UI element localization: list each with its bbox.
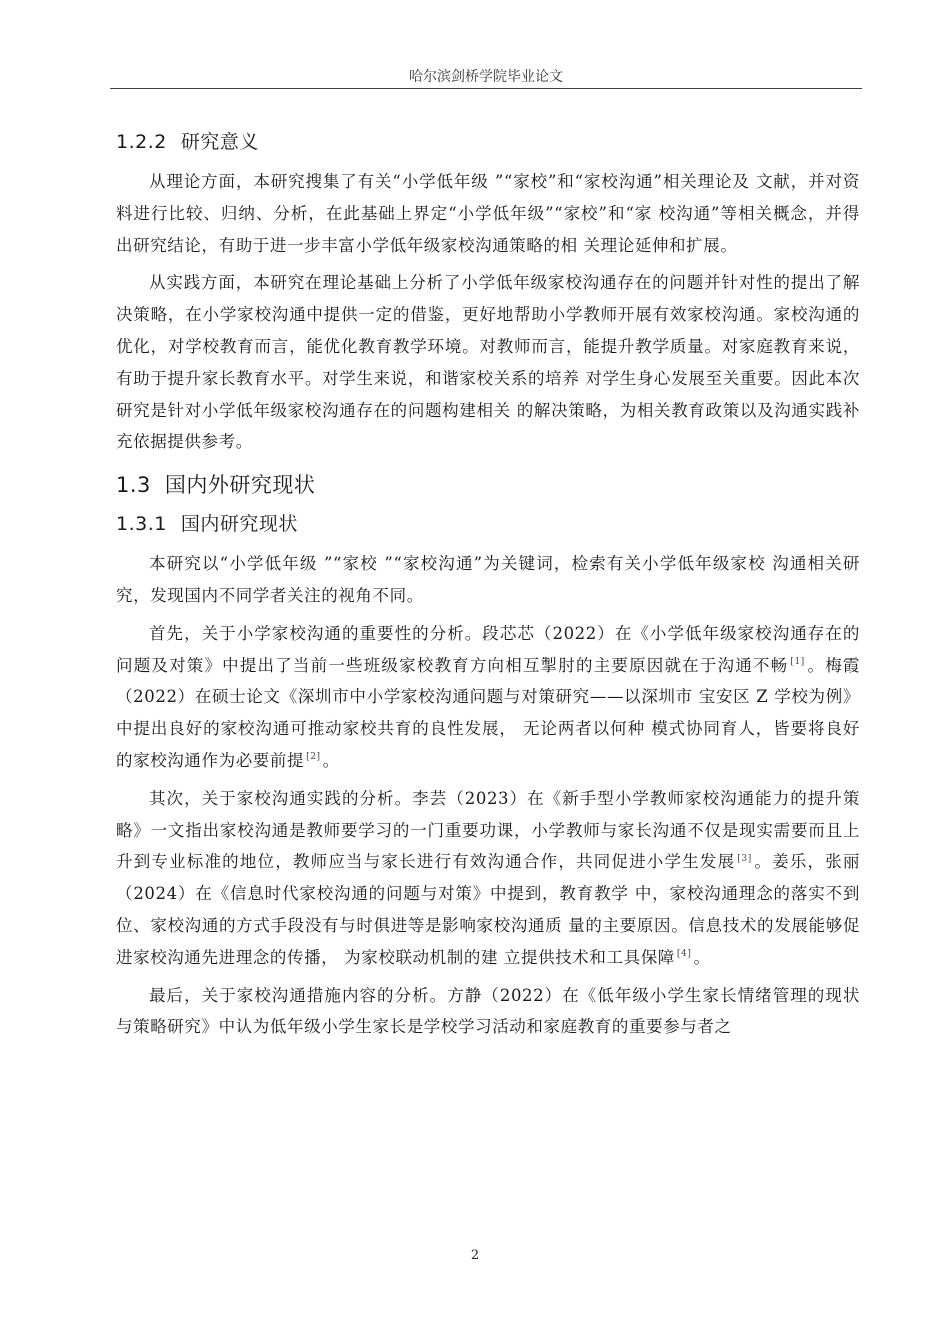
heading-number: 1.3: [116, 473, 151, 498]
heading-number: 1.3.1: [116, 513, 167, 536]
heading-title: 国内外研究现状: [164, 473, 316, 498]
heading-1-3: [116, 470, 860, 500]
page-number: 2: [470, 1248, 480, 1263]
paragraph-text: 。梅霞（2022）在硕士论文《深圳市中小学家校沟通问题与对策研究——以深圳市 宝安区 Z 学校为例》中提出良好的家校沟通可推动家校共育的良性发展， 无论两者以何种 模式协同育人，皆要将良好的家校沟通作为必要前提: [116, 655, 860, 770]
heading-title: 研究意义: [180, 131, 259, 153]
paragraph-keywords: 本研究以“小学低年级 ”“家校 ”“家校沟通”为关键词，检索有关小学低年级家校 沟通相关研究，发现国内不同学者关注的视角不同。: [116, 554, 860, 605]
paragraph-text: 首先，关于小学家校沟通的重要性的分析。段芯芯（2022）在《小学低年级家校沟通存在的问题及对策》中提出了当前一些班级家校教育方向相互掣肘的主要原因就在于沟通不畅: [116, 623, 860, 675]
citation-4: [4]: [676, 949, 692, 960]
paragraph-text: 。姜乐，张丽（2024）在《信息时代家校沟通的问题与对策》中提到，教育教学 中，家校沟通理念的落实不到位、家校沟通的方式手段没有与时俱进等是影响家校沟通质 量的主要原因。信息技术的发展能够促进家校沟通先进理念的传播， 为家校联动机制的建 立提供技术和工具保障: [116, 852, 861, 967]
heading-1-2-2: [116, 128, 860, 156]
heading-title: 国内研究现状: [180, 513, 298, 536]
paragraph-text: 。: [693, 947, 711, 967]
paragraph-importance: [116, 618, 860, 777]
heading-1-3-1: [116, 510, 860, 538]
paragraph-text: 。: [322, 750, 340, 770]
paragraph-measures: 最后，关于家校沟通措施内容的分析。方静（2022）在《低年级小学生家长情绪管理的现状与策略研究》中认为低年级小学生家长是学校学习活动和家庭教育的重要参与者之: [116, 985, 860, 1037]
paragraph-theory: 从理论方面，本研究搜集了有关“小学低年级 ”“家校”和“家校沟通”相关理论及 文献，并对资料进行比较、归纳、分析，在此基础上界定“小学低年级”“家校”和“家 校沟通”等相关概念，并得出研究结论，有助于进一步丰富小学低年级家校沟通策略的相 关理论延伸和扩展。: [116, 172, 860, 255]
paragraph-practice-analysis: [116, 783, 860, 974]
citation-2: [2]: [306, 752, 321, 763]
page-content: [116, 128, 860, 1049]
paragraph-practice: 从实践方面，本研究在理论基础上分析了小学低年级家校沟通存在的问题并针对性的提出了解决策略，在小学家校沟通中提供一定的借鉴，更好地帮助小学教师开展有效家校沟通。家校沟通的优化，对学校教育而言，能优化教育教学环境。对教师而言，能提升教学质量。对家庭教育来说， 有助于提升家长教育水平。对学生来说，和谐家校关系的培养 对学生身心发展至关重要。因此本次研究是针对小学低年级家校沟通存在的问题构建相关 的解决策略，为相关教育政策以及沟通实践补充依据提供参考。: [116, 273, 860, 452]
heading-number: 1.2.2: [116, 131, 167, 153]
header-rule: [110, 88, 862, 89]
paragraph-text: 其次，关于家校沟通实践的分析。李芸（2023）在《新手型小学教师家校沟通能力的提升策略》一文指出家校沟通是教师要学习的一门重要功课，小学教师与家长沟通不仅是现实需要而且上升到专业标准的地位，教师应当与家长进行有效沟通合作，共同促进小学生发展: [116, 788, 860, 872]
citation-3: [3]: [737, 853, 752, 864]
citation-1: [1]: [790, 657, 805, 668]
running-header: 哈尔滨剑桥学院毕业论文: [409, 69, 563, 85]
